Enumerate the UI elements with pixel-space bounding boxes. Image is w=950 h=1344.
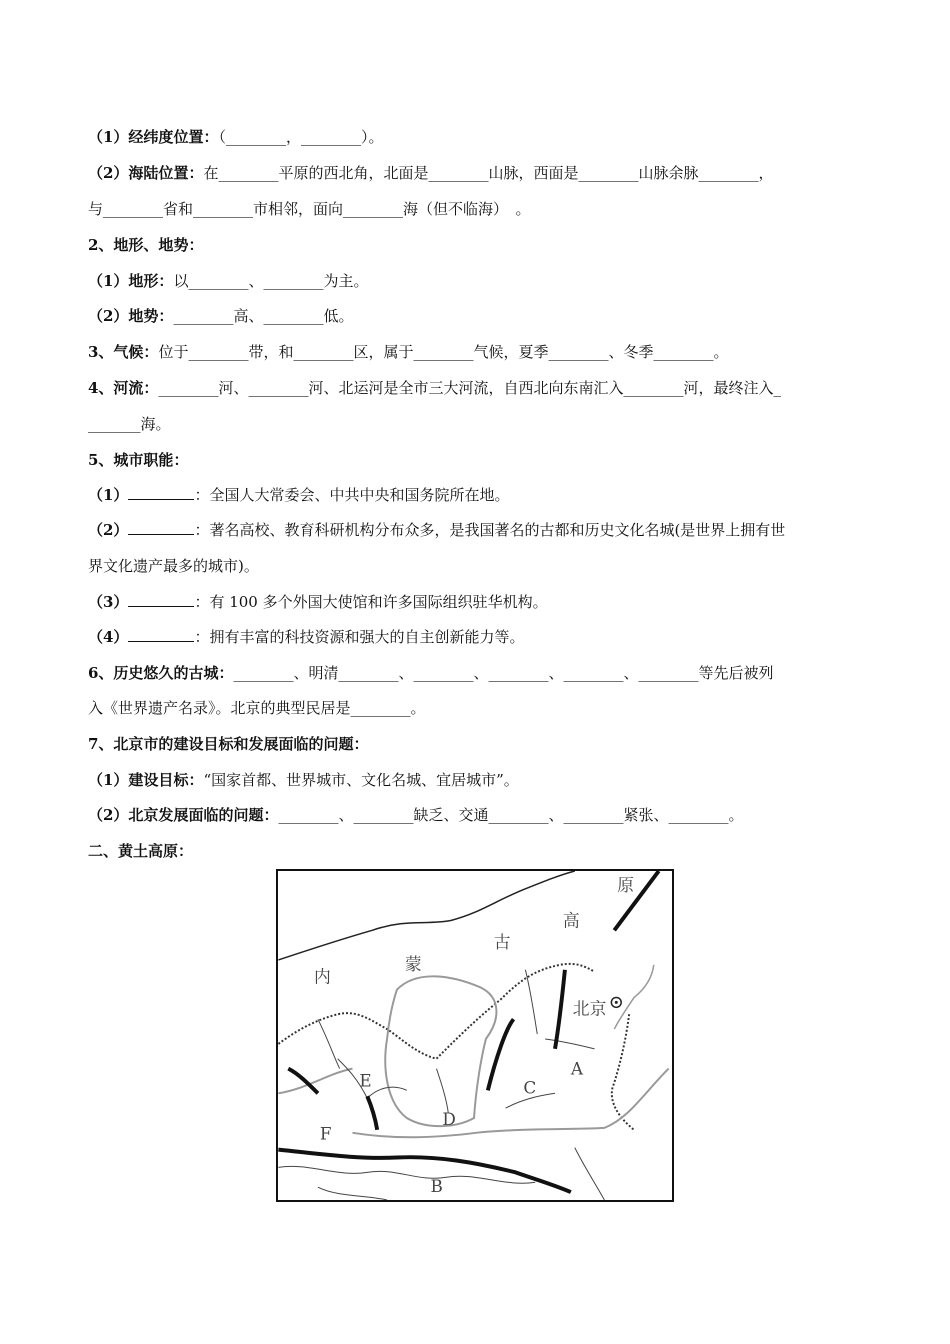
s2b-text: ________高、________低。 xyxy=(173,307,354,325)
s6-cont-line xyxy=(88,698,878,718)
s7a-label: （1）建设目标： xyxy=(88,771,204,789)
q1-line xyxy=(88,127,878,147)
s3-line xyxy=(88,342,878,362)
s4-cont: _______海。 xyxy=(88,415,171,433)
s5c-blank xyxy=(128,592,194,607)
s4-text: ________河、________河、北运河是全市三大河流，自西北向东南汇入________河，最终注入_ xyxy=(158,379,781,397)
s4-line xyxy=(88,378,878,398)
s7b-text: ________、________缺乏、交通________、________紧张、________。 xyxy=(278,806,744,824)
map-label-b: B xyxy=(430,1176,443,1197)
s6-text: ________、明清________、________、________、________、________等先后被列 xyxy=(233,664,774,682)
s6-cont: 入《世界遗产名录》。北京的典型民居是________。 xyxy=(88,699,426,717)
s6-line xyxy=(88,663,878,683)
s2a-text: 以________、________为主。 xyxy=(173,272,369,290)
s2a-label: （1）地形： xyxy=(88,272,174,290)
s2b-line xyxy=(88,306,878,326)
mountain-line-liupan xyxy=(367,1096,377,1130)
s7b-line xyxy=(88,805,878,825)
province-lines xyxy=(318,970,595,1113)
s5d-label: （4） xyxy=(88,628,129,646)
beijing-marker-dot xyxy=(615,1001,618,1004)
map-label-gu: 古 xyxy=(493,932,511,953)
s5a-text: ：全国人大常委会、中共中央和国务院所在地。 xyxy=(194,486,510,504)
s4-label: 4、河流： xyxy=(88,379,159,397)
s2a-line xyxy=(88,271,878,291)
s5b-line xyxy=(88,520,878,540)
s3-label: 3、气候： xyxy=(88,343,159,361)
q2-cont-line xyxy=(88,199,878,219)
s5c-label: （3） xyxy=(88,593,129,611)
s5d-text: ：拥有丰富的科技资源和强大的自主创新能力等。 xyxy=(194,628,525,646)
s5b-label: （2） xyxy=(88,521,129,539)
q2-label: （2）海陆位置： xyxy=(88,164,204,182)
q2-line xyxy=(88,163,878,183)
province-border-river xyxy=(278,1069,668,1138)
s5b-text: ：著名高校、教育科研机构分布众多，是我国著名的古都和历史文化名城(是世界上拥有世 xyxy=(194,521,786,539)
q2-text: 在________平原的西北角，北面是________山脉，西面是________山脉余脉________， xyxy=(203,164,774,182)
s5d-blank xyxy=(128,627,194,642)
s7a-line xyxy=(88,770,878,790)
mountain-line-qinling xyxy=(278,1150,570,1192)
great-wall-east xyxy=(612,1014,634,1130)
province-border-loop xyxy=(385,976,496,1126)
s7b-label: （2）北京发展面临的问题： xyxy=(88,806,279,824)
s5b-blank xyxy=(128,520,194,535)
mountain-line-taihang xyxy=(555,970,565,1049)
s5b-cont-line xyxy=(88,556,878,576)
map-label-e: E xyxy=(359,1070,372,1091)
section-2-title: 2、地形、地势： xyxy=(88,236,204,254)
map-label-meng: 蒙 xyxy=(404,953,422,974)
map-label-a: A xyxy=(570,1058,583,1079)
section-5-title: 5、城市职能： xyxy=(88,451,189,469)
map-label-d: D xyxy=(442,1108,456,1129)
map-label-c: C xyxy=(523,1077,537,1098)
s5c-text: ：有 100 多个外国大使馆和许多国际组织驻华机构。 xyxy=(194,593,548,611)
loess-plateau-map xyxy=(276,869,674,1202)
map-svg xyxy=(278,871,672,1200)
s6-label: 6、历史悠久的古城： xyxy=(88,664,234,682)
map-label-beijing: 北京 xyxy=(572,998,607,1019)
part-2-title: 二、黄土高原： xyxy=(88,842,194,860)
s5b-cont: 界文化遗产最多的城市)。 xyxy=(88,557,259,575)
s5d-line xyxy=(88,627,878,647)
national-border xyxy=(278,871,574,960)
s5c-line xyxy=(88,592,878,612)
province-border-east xyxy=(614,965,654,1029)
q1-label: （1）经纬度位置： xyxy=(88,128,219,146)
map-label-f: F xyxy=(319,1123,332,1144)
map-label-nei: 内 xyxy=(313,966,331,987)
s5a-line xyxy=(88,485,878,505)
q2-cont: 与________省和________市相邻，面向________海（但不临海） 。 xyxy=(88,200,531,218)
s5a-label: （1） xyxy=(88,486,129,504)
section-7-title: 7、北京市的建设目标和发展面临的问题： xyxy=(88,735,369,753)
s5a-blank xyxy=(128,485,194,500)
map-label-gao: 高 xyxy=(562,910,580,931)
map-label-yuan: 原 xyxy=(617,874,635,895)
q1-text: （________，________）。 xyxy=(218,128,384,146)
s3-text: 位于________带，和________区，属于________气候，夏季________、冬季________。 xyxy=(158,343,729,361)
s4-cont-line xyxy=(88,414,878,434)
s7a-text: “国家首都、世界城市、文化名城、宜居城市”。 xyxy=(203,771,519,789)
s2b-label: （2）地势： xyxy=(88,307,174,325)
